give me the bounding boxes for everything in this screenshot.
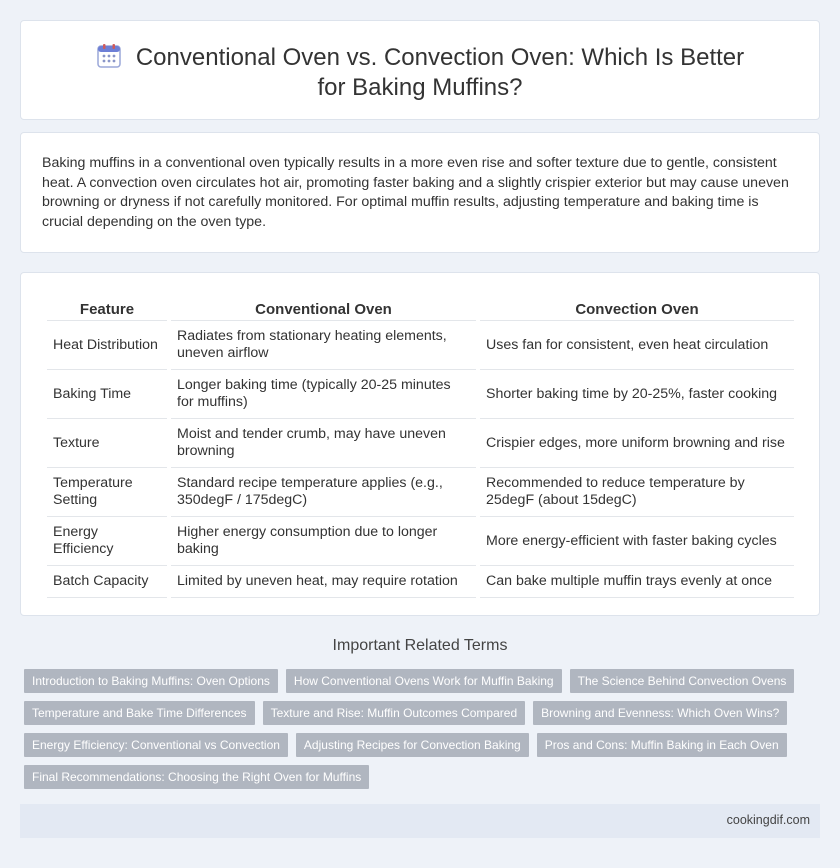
related-term-tag[interactable]: How Conventional Ovens Work for Muffin Baking xyxy=(286,669,562,693)
feature-cell: Temperature Setting xyxy=(47,468,167,517)
convection-cell: Recommended to reduce temperature by 25degF (about 15degC) xyxy=(480,468,794,517)
tag-row xyxy=(24,765,804,789)
comparison-table-card xyxy=(20,272,820,616)
feature-cell: Baking Time xyxy=(47,370,167,419)
conventional-cell: Longer baking time (typically 20-25 minutes for muffins) xyxy=(171,370,476,419)
conventional-cell: Higher energy consumption due to longer baking xyxy=(171,517,476,566)
conventional-cell: Moist and tender crumb, may have uneven browning xyxy=(171,419,476,468)
related-term-tag[interactable]: Energy Efficiency: Conventional vs Convection xyxy=(24,733,288,757)
related-term-tag[interactable]: Texture and Rise: Muffin Outcomes Compared xyxy=(263,701,526,725)
conventional-cell: Standard recipe temperature applies (e.g., 350degF / 175degC) xyxy=(171,468,476,517)
table-row xyxy=(47,468,794,517)
convection-cell: More energy-efficient with faster baking cycles xyxy=(480,517,794,566)
feature-cell: Energy Efficiency xyxy=(47,517,167,566)
tag-row xyxy=(24,669,804,693)
convection-cell: Crispier edges, more uniform browning and rise xyxy=(480,419,794,468)
related-term-tag[interactable]: Temperature and Bake Time Differences xyxy=(24,701,255,725)
table-row xyxy=(47,370,794,419)
related-term-tag[interactable]: Adjusting Recipes for Convection Baking xyxy=(296,733,529,757)
related-term-tag[interactable]: Browning and Evenness: Which Oven Wins? xyxy=(533,701,787,725)
convection-cell: Can bake multiple muffin trays evenly at once xyxy=(480,566,794,598)
tag-row xyxy=(24,733,804,757)
footer-site-link[interactable]: cookingdif.com xyxy=(726,813,810,827)
related-terms-heading: Important Related Terms xyxy=(332,637,508,654)
table-header-row xyxy=(47,293,794,321)
related-terms-list xyxy=(24,669,804,797)
feature-cell: Heat Distribution xyxy=(47,321,167,370)
related-term-tag[interactable]: The Science Behind Convection Ovens xyxy=(570,669,795,693)
feature-cell: Batch Capacity xyxy=(47,566,167,598)
footer xyxy=(20,804,820,838)
intro-paragraph: Baking muffins in a conventional oven typically results in a more even rise and softer texture due to gentle, consistent heat. A convection oven circulates hot air, promoting faster baking and a slightly crispier exterior but may cause uneven browning or dryness if not carefully monitored. For optimal muffin results, adjusting temperature and baking time is crucial depending on the oven type. xyxy=(42,155,789,230)
intro-card xyxy=(20,132,820,253)
header-conventional: Conventional Oven xyxy=(171,293,476,321)
table-row xyxy=(47,517,794,566)
page-title-wrap xyxy=(81,43,759,103)
table-row xyxy=(47,566,794,598)
header-feature: Feature xyxy=(47,293,167,321)
tag-row xyxy=(24,701,804,725)
related-term-tag[interactable]: Pros and Cons: Muffin Baking in Each Oven xyxy=(537,733,787,757)
table-row xyxy=(47,419,794,468)
comparison-table xyxy=(43,293,798,598)
conventional-cell: Limited by uneven heat, may require rotation xyxy=(171,566,476,598)
page-title: Conventional Oven vs. Convection Oven: Which Is Better for Baking Muffins? xyxy=(135,44,745,101)
calendar-icon xyxy=(96,43,122,69)
related-term-tag[interactable]: Final Recommendations: Choosing the Right Oven for Muffins xyxy=(24,765,369,789)
related-term-tag[interactable]: Introduction to Baking Muffins: Oven Options xyxy=(24,669,278,693)
header-convection: Convection Oven xyxy=(480,293,794,321)
table-row xyxy=(47,321,794,370)
convection-cell: Uses fan for consistent, even heat circulation xyxy=(480,321,794,370)
feature-cell: Texture xyxy=(47,419,167,468)
title-card xyxy=(20,20,820,120)
conventional-cell: Radiates from stationary heating elements, uneven airflow xyxy=(171,321,476,370)
convection-cell: Shorter baking time by 20-25%, faster cooking xyxy=(480,370,794,419)
